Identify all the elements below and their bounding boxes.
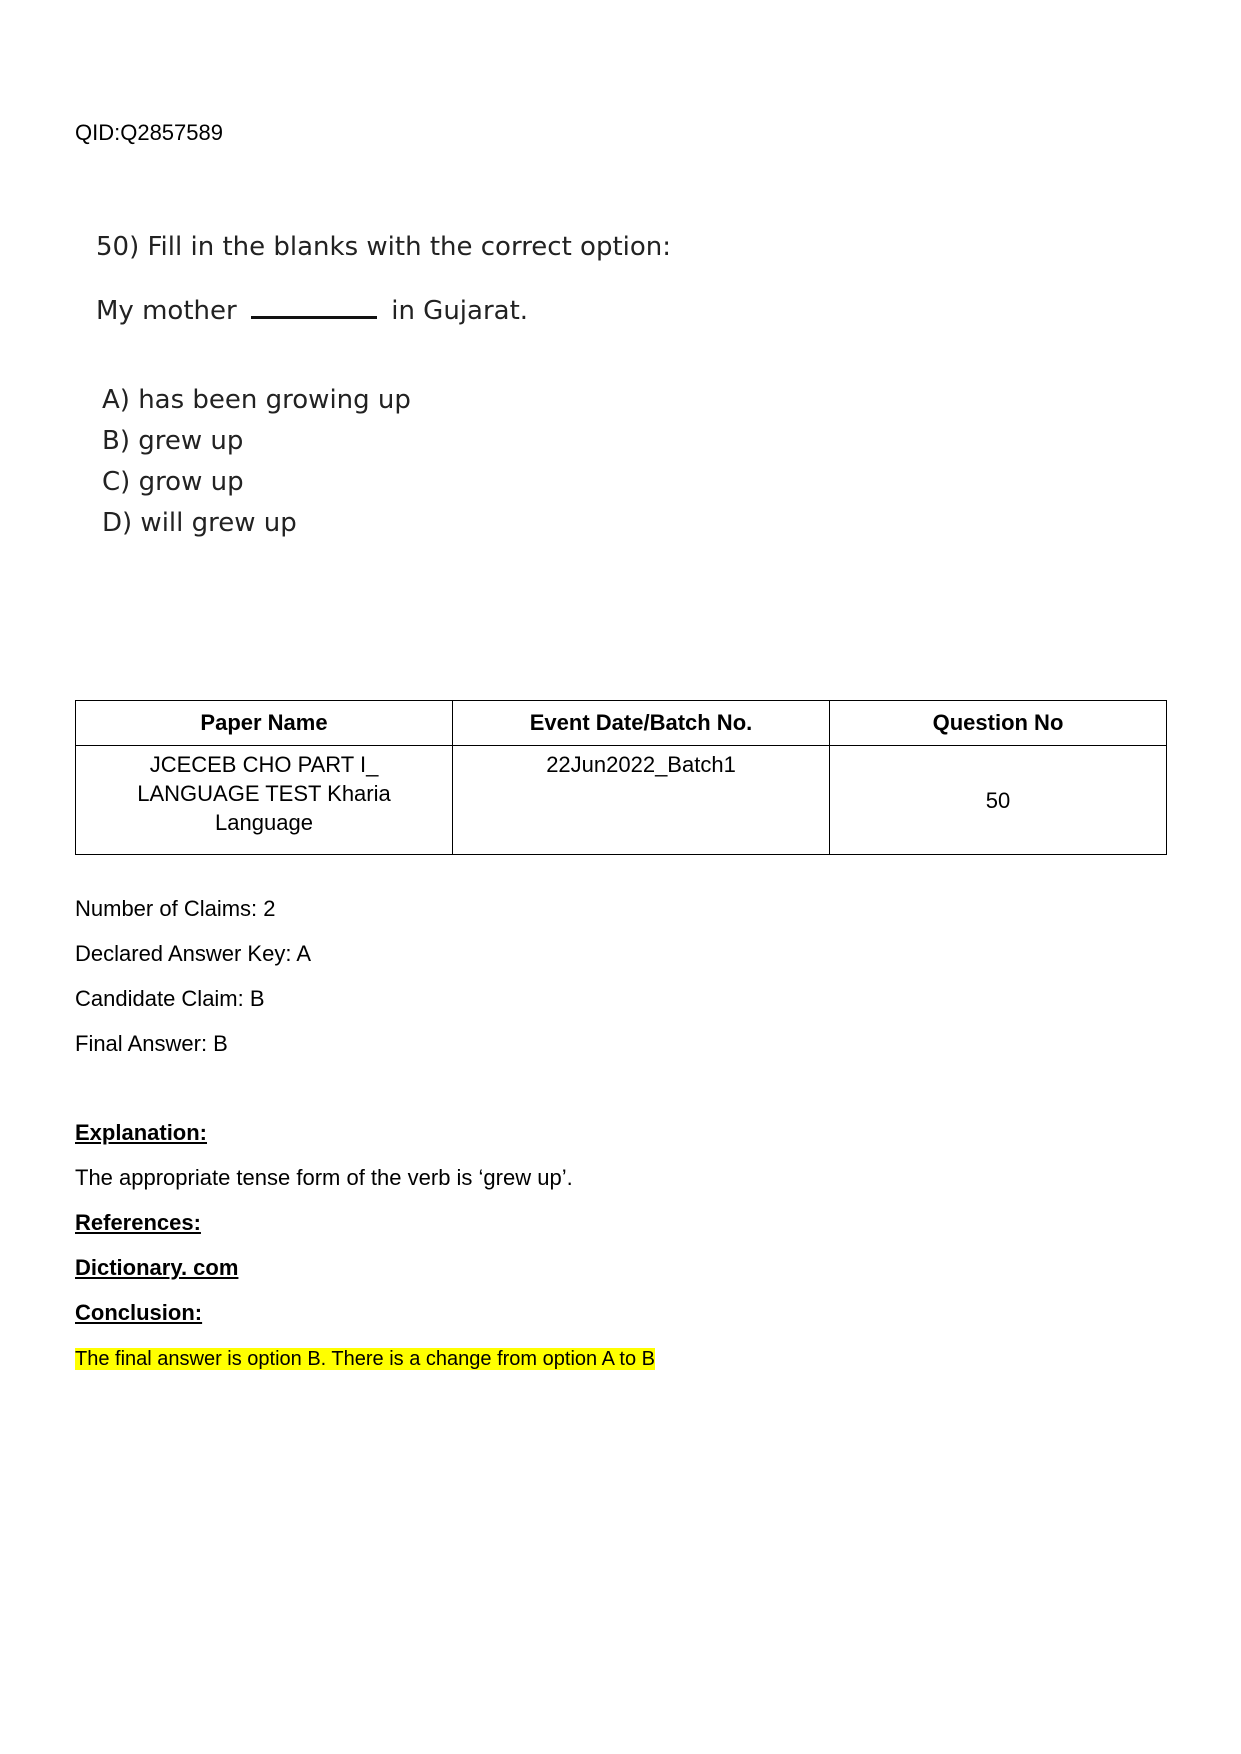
- header-paper-name: Paper Name: [76, 701, 453, 746]
- option-a: A) has been growing up: [102, 385, 411, 415]
- conclusion-text: The final answer is option B. There is a change from option A to B: [75, 1348, 655, 1370]
- explanation-text: The appropriate tense form of the verb is ‘grew up’.: [75, 1165, 573, 1190]
- references-heading: References:: [75, 1210, 201, 1235]
- cell-paper-name: JCECEB CHO PART I_ LANGUAGE TEST Kharia Language: [76, 746, 453, 855]
- candidate-claim: Candidate Claim: B: [75, 986, 265, 1011]
- table-header-row: [76, 701, 1167, 746]
- number-of-claims: Number of Claims: 2: [75, 896, 276, 921]
- final-answer: Final Answer: B: [75, 1031, 228, 1056]
- reference-link: Dictionary. com: [75, 1255, 239, 1280]
- header-question-no: Question No: [830, 701, 1167, 746]
- question-stem: [96, 294, 671, 326]
- stem-after: in Gujarat.: [391, 296, 529, 326]
- table-row: [76, 746, 1167, 855]
- question-id: QID:Q2857589: [75, 120, 223, 145]
- explanation-heading: Explanation:: [75, 1120, 208, 1145]
- question-info-table: [75, 700, 1167, 855]
- explanation-section: [75, 1120, 655, 1390]
- option-d: D) will grew up: [102, 508, 297, 538]
- conclusion-heading: Conclusion:: [75, 1300, 203, 1325]
- option-list: [102, 380, 671, 544]
- cell-question-no: 50: [830, 746, 1167, 855]
- question-title: 50) Fill in the blanks with the correct option:: [96, 232, 672, 262]
- option-b: B) grew up: [102, 426, 244, 456]
- cell-event-batch: 22Jun2022_Batch1: [453, 746, 830, 855]
- claim-facts: [75, 896, 311, 1076]
- blank-line: [251, 294, 377, 319]
- option-c: C) grow up: [102, 467, 244, 497]
- declared-answer-key: Declared Answer Key: A: [75, 941, 312, 966]
- question-image: [96, 232, 671, 544]
- header-event-batch: Event Date/Batch No.: [453, 701, 830, 746]
- stem-before: My mother: [96, 296, 237, 326]
